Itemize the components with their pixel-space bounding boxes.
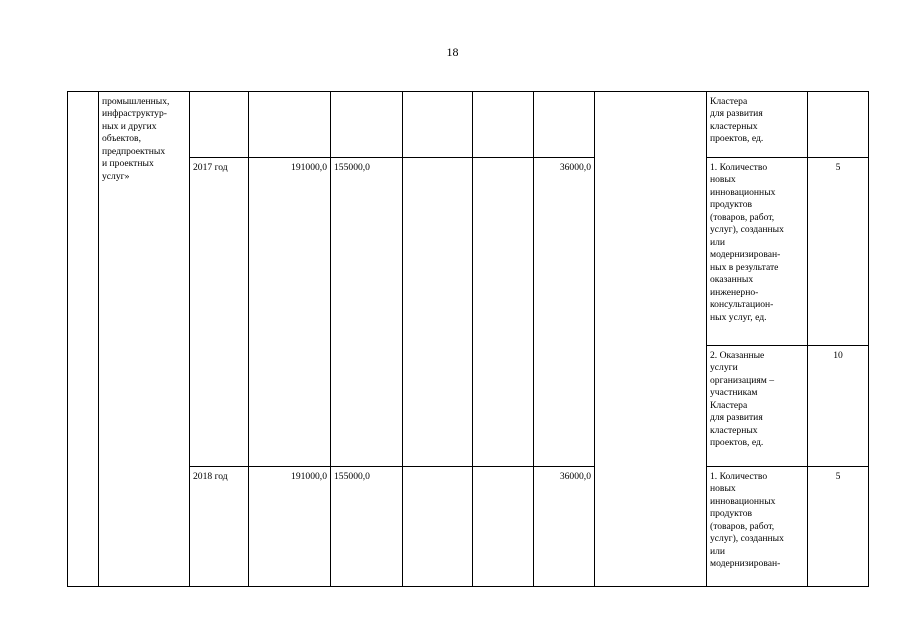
funding-cell xyxy=(473,92,534,158)
funding-cell: 36000,0 xyxy=(534,158,595,467)
funding-cell: 155000,0 xyxy=(331,158,403,467)
indicator-value-cell: 5 xyxy=(808,467,869,587)
indicator-name-cell: 1. Количество новых инновационных продуктов (товаров, работ, услуг), созданных или модернизирован- ных в результате оказанных инженерно- консультацион- ных услуг, ед. xyxy=(707,158,808,346)
funding-cell xyxy=(331,92,403,158)
total-cell: 191000,0 xyxy=(249,467,331,587)
indicator-value-cell: 10 xyxy=(808,346,869,467)
funding-cell xyxy=(403,158,473,467)
funding-cell xyxy=(403,92,473,158)
program-table xyxy=(67,91,869,587)
total-cell xyxy=(249,92,331,158)
indicator-name-cell: 2. Оказанные услуги организациям – участникам Кластера для развития кластерных проектов, ед. xyxy=(707,346,808,467)
activity-name-cell: промышленных, инфраструктур- ных и других объектов, предпроектных и проектных услуг» xyxy=(99,92,190,587)
indicator-value-cell: 5 xyxy=(808,158,869,346)
table-row xyxy=(68,92,869,158)
number-cell xyxy=(68,92,99,587)
funding-cell: 36000,0 xyxy=(534,467,595,587)
funding-cell: 155000,0 xyxy=(331,467,403,587)
total-cell: 191000,0 xyxy=(249,158,331,467)
funding-cell xyxy=(473,158,534,467)
indicator-name-cell: Кластера для развития кластерных проектов, ед. xyxy=(707,92,808,158)
indicator-name-cell: 1. Количество новых инновационных продуктов (товаров, работ, услуг), созданных или модернизирован- xyxy=(707,467,808,587)
indicator-value-cell xyxy=(808,92,869,158)
year-cell: 2018 год xyxy=(190,467,249,587)
executor-cell xyxy=(595,92,707,587)
year-cell xyxy=(190,92,249,158)
funding-cell xyxy=(473,467,534,587)
year-cell: 2017 год xyxy=(190,158,249,467)
funding-cell xyxy=(403,467,473,587)
funding-cell xyxy=(534,92,595,158)
page-number: 18 xyxy=(446,45,459,59)
